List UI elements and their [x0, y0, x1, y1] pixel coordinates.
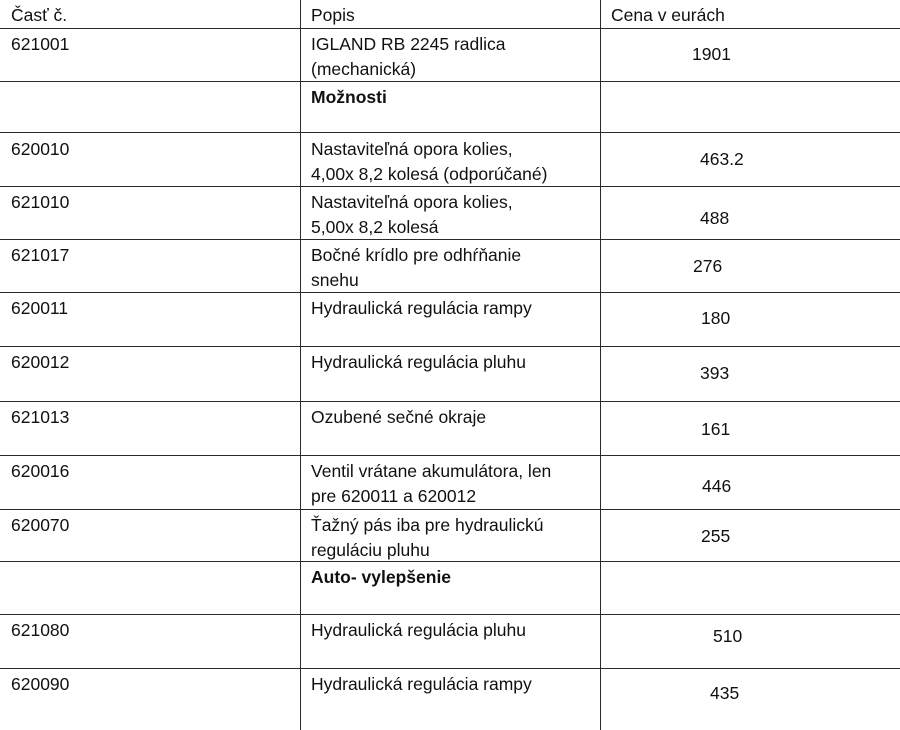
- table-row: [0, 186, 900, 239]
- description-line-1: Hydraulická regulácia rampy: [311, 298, 532, 318]
- description-line-2: pre 620011 a 620012: [311, 486, 477, 506]
- part-number: 621017: [11, 245, 70, 265]
- price-value: 276: [693, 256, 723, 276]
- price-value: 1901: [692, 44, 731, 64]
- table-row: [0, 346, 900, 401]
- section-title: Možnosti: [311, 87, 387, 107]
- part-number: 620011: [11, 298, 69, 318]
- description-line-2: snehu: [311, 270, 359, 290]
- table-row: [0, 239, 900, 292]
- description-line-1: Hydraulická regulácia rampy: [311, 674, 532, 694]
- table-row: [0, 668, 900, 730]
- description-line-2: 4,00x 8,2 kolesá (odporúčané): [311, 164, 548, 184]
- description-line-2: reguláciu pluhu: [311, 540, 430, 560]
- header-part: Časť č.: [11, 5, 68, 25]
- price-value: 510: [713, 626, 743, 646]
- part-number: 620010: [11, 139, 70, 159]
- description-line-1: Ozubené sečné okraje: [311, 407, 487, 427]
- table-row: [0, 455, 900, 509]
- description-line-1: IGLAND RB 2245 radlica: [311, 34, 506, 54]
- table-row: [0, 401, 900, 455]
- section-row: [0, 81, 900, 132]
- part-number: 621001: [11, 34, 70, 54]
- price-value: 463.2: [700, 149, 744, 169]
- description-line-2: (mechanická): [311, 59, 417, 79]
- part-number: 620090: [11, 674, 70, 694]
- description-line-1: Ventil vrátane akumulátora, len: [311, 461, 552, 481]
- price-value: 446: [702, 476, 732, 496]
- description-line-1: Hydraulická regulácia pluhu: [311, 620, 526, 640]
- section-title: Auto- vylepšenie: [311, 567, 452, 587]
- header-price: Cena v eurách: [611, 5, 725, 25]
- price-value: 488: [700, 208, 730, 228]
- table-row: [0, 28, 900, 81]
- part-number: 620012: [11, 352, 70, 372]
- part-number: 620070: [11, 515, 70, 535]
- description-line-1: Ťažný pás iba pre hydraulickú: [311, 515, 544, 535]
- description-line-1: Nastaviteľná opora kolies,: [311, 139, 513, 159]
- part-number: 621080: [11, 620, 70, 640]
- table-row: [0, 292, 900, 346]
- price-value: 161: [701, 419, 731, 439]
- price-value: 435: [710, 683, 740, 703]
- description-line-1: Nastaviteľná opora kolies,: [311, 192, 513, 212]
- table-row: [0, 614, 900, 668]
- part-number: 621010: [11, 192, 70, 212]
- description-line-1: Bočné krídlo pre odhŕňanie: [311, 245, 522, 265]
- price-value: 255: [701, 526, 731, 546]
- price-value: 180: [701, 308, 731, 328]
- description-line-1: Hydraulická regulácia pluhu: [311, 352, 526, 372]
- price-value: 393: [700, 363, 730, 383]
- description-line-2: 5,00x 8,2 kolesá: [311, 217, 439, 237]
- part-number: 620016: [11, 461, 70, 481]
- header-row: [0, 0, 900, 28]
- header-description: Popis: [311, 5, 355, 25]
- table-row: [0, 509, 900, 561]
- part-number: 621013: [11, 407, 70, 427]
- section-row: [0, 561, 900, 614]
- table-row: [0, 132, 900, 186]
